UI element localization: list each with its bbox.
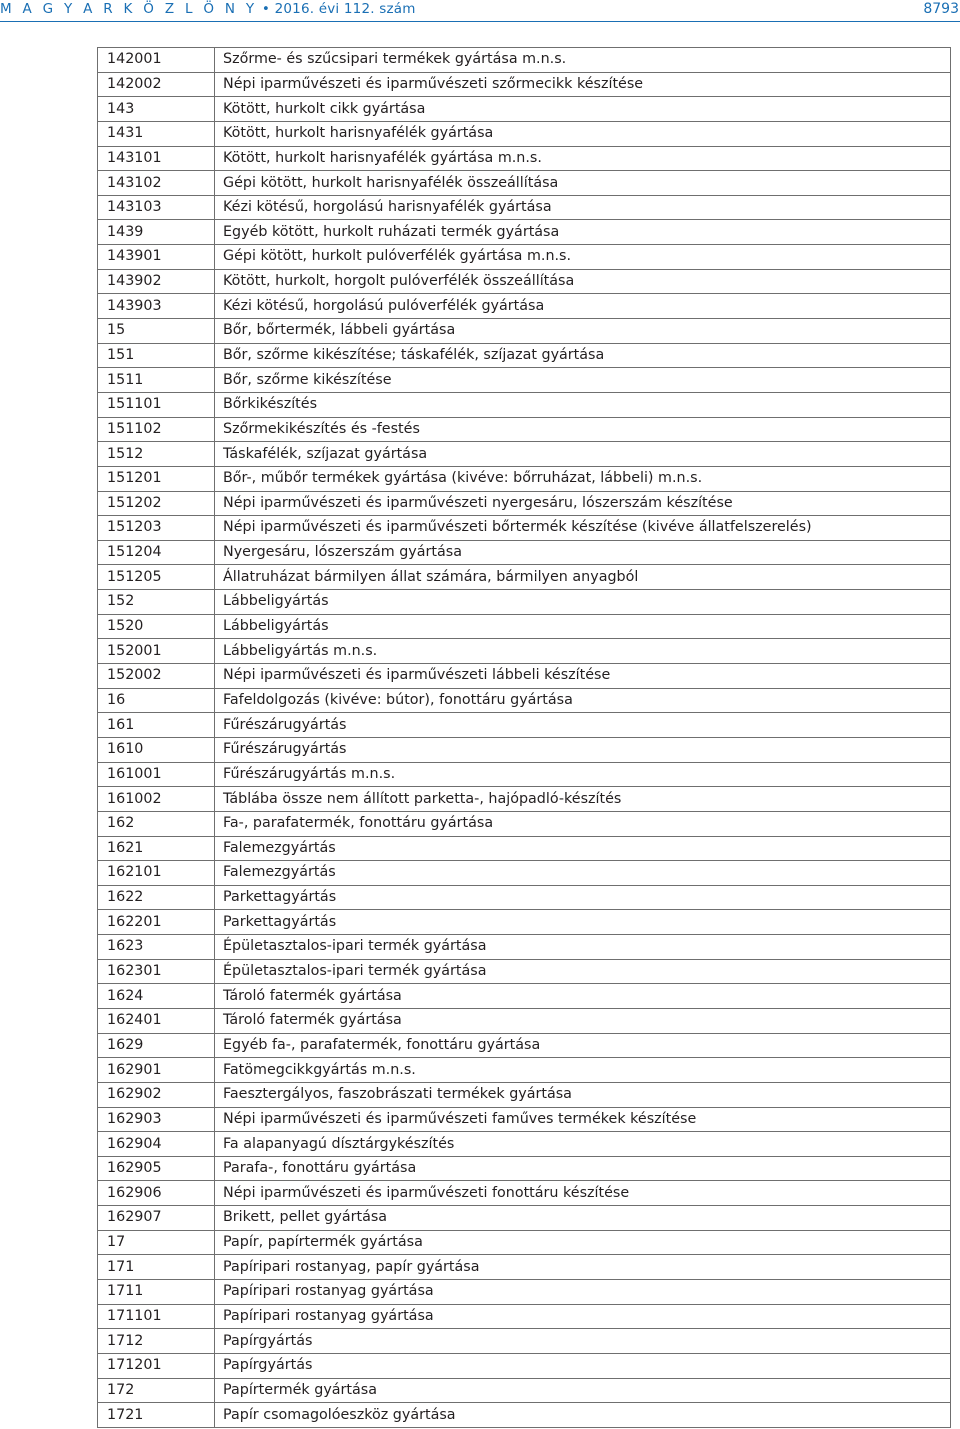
activity-code: 143903	[98, 294, 215, 319]
table-row	[98, 121, 951, 146]
journal-title	[0, 1, 416, 17]
activity-description: Lábbeligyártás m.n.s.	[215, 639, 951, 664]
activity-code: 143901	[98, 245, 215, 270]
activity-code: 152001	[98, 639, 215, 664]
activity-description: Népi iparművészeti és iparművészeti bőrtermék készítése (kivéve állatfelszerelés)	[215, 516, 951, 541]
activity-description: Kézi kötésű, horgolású harisnyafélék gyártása	[215, 195, 951, 220]
activity-code: 1520	[98, 614, 215, 639]
table-row	[98, 836, 951, 861]
activity-description: Papíripari rostanyag, papír gyártása	[215, 1255, 951, 1280]
activity-code: 142001	[98, 48, 215, 73]
table-row	[98, 1181, 951, 1206]
activity-description: Papír, papírtermék gyártása	[215, 1230, 951, 1255]
table-row	[98, 97, 951, 122]
activity-code: 162905	[98, 1156, 215, 1181]
activity-description: Parkettagyártás	[215, 885, 951, 910]
table-row	[98, 959, 951, 984]
activity-code: 1711	[98, 1280, 215, 1305]
table-row	[98, 1082, 951, 1107]
activity-code: 1721	[98, 1403, 215, 1428]
activity-description: Papíripari rostanyag gyártása	[215, 1304, 951, 1329]
table-row	[98, 688, 951, 713]
activity-description: Bőr-, műbőr termékek gyártása (kivéve: bőrruházat, lábbeli) m.n.s.	[215, 466, 951, 491]
activity-code: 151101	[98, 392, 215, 417]
table-row	[98, 1206, 951, 1231]
activity-description: Papírgyártás	[215, 1329, 951, 1354]
activity-code: 162401	[98, 1008, 215, 1033]
activity-description: Kézi kötésű, horgolású pulóverfélék gyártása	[215, 294, 951, 319]
activity-code: 162902	[98, 1082, 215, 1107]
table-row	[98, 343, 951, 368]
activity-description: Kötött, hurkolt harisnyafélék gyártása m.n.s.	[215, 146, 951, 171]
activity-code: 1512	[98, 442, 215, 467]
table-row	[98, 1107, 951, 1132]
activity-description: Egyéb fa-, parafatermék, fonottáru gyártása	[215, 1033, 951, 1058]
activity-code: 15	[98, 319, 215, 344]
activity-code: 162901	[98, 1058, 215, 1083]
activity-description: Fatömegcikkgyártás m.n.s.	[215, 1058, 951, 1083]
activity-code: 171201	[98, 1353, 215, 1378]
table-row	[98, 319, 951, 344]
table-row	[98, 910, 951, 935]
activity-description: Parkettagyártás	[215, 910, 951, 935]
page-header	[0, 0, 960, 22]
activity-description: Bőr, bőrtermék, lábbeli gyártása	[215, 319, 951, 344]
activity-description: Szőrme- és szűcsipari termékek gyártása m.n.s.	[215, 48, 951, 73]
table-row	[98, 195, 951, 220]
table-row	[98, 294, 951, 319]
activity-description: Fűrészárugyártás m.n.s.	[215, 762, 951, 787]
activity-code: 142002	[98, 72, 215, 97]
activity-code: 1622	[98, 885, 215, 910]
activity-description: Népi iparművészeti és iparművészeti lábbeli készítése	[215, 664, 951, 689]
activity-code: 171	[98, 1255, 215, 1280]
activity-description: Állatruházat bármilyen állat számára, bármilyen anyagból	[215, 565, 951, 590]
table-row	[98, 861, 951, 886]
table-row	[98, 1132, 951, 1157]
activity-description: Épületasztalos-ipari termék gyártása	[215, 935, 951, 960]
activity-code-rows	[98, 48, 951, 1428]
activity-code: 161	[98, 713, 215, 738]
table-row	[98, 1033, 951, 1058]
activity-code: 162	[98, 811, 215, 836]
activity-code: 1439	[98, 220, 215, 245]
activity-description: Népi iparművészeti és iparművészeti szőrmecikk készítése	[215, 72, 951, 97]
table-row	[98, 1255, 951, 1280]
activity-code: 152	[98, 590, 215, 615]
activity-code: 162904	[98, 1132, 215, 1157]
activity-description: Kötött, hurkolt, horgolt pulóverfélék összeállítása	[215, 269, 951, 294]
activity-code: 151202	[98, 491, 215, 516]
table-row	[98, 1230, 951, 1255]
activity-description: Táblába össze nem állított parketta-, hajópadló-készítés	[215, 787, 951, 812]
table-row	[98, 935, 951, 960]
table-row	[98, 1378, 951, 1403]
table-row	[98, 466, 951, 491]
table-row	[98, 1156, 951, 1181]
activity-description: Fafeldolgozás (kivéve: bútor), fonottáru gyártása	[215, 688, 951, 713]
activity-description: Bőr, szőrme kikészítése	[215, 368, 951, 393]
activity-code: 151201	[98, 466, 215, 491]
activity-description: Tároló fatermék gyártása	[215, 1008, 951, 1033]
table-row	[98, 737, 951, 762]
activity-code: 17	[98, 1230, 215, 1255]
activity-description: Papír csomagolóeszköz gyártása	[215, 1403, 951, 1428]
table-row	[98, 392, 951, 417]
activity-description: Lábbeligyártás	[215, 590, 951, 615]
table-row	[98, 245, 951, 270]
activity-code: 143103	[98, 195, 215, 220]
activity-description: Fűrészárugyártás	[215, 737, 951, 762]
activity-description: Fűrészárugyártás	[215, 713, 951, 738]
table-row	[98, 614, 951, 639]
table-row	[98, 590, 951, 615]
journal-name: M A G Y A R K Ö Z L Ö N Y	[0, 1, 258, 17]
activity-description: Kötött, hurkolt harisnyafélék gyártása	[215, 121, 951, 146]
activity-description: Falemezgyártás	[215, 836, 951, 861]
table-row	[98, 48, 951, 73]
activity-description: Papírtermék gyártása	[215, 1378, 951, 1403]
activity-code: 151	[98, 343, 215, 368]
activity-description: Tároló fatermék gyártása	[215, 984, 951, 1009]
table-row	[98, 516, 951, 541]
activity-code: 1629	[98, 1033, 215, 1058]
activity-code: 172	[98, 1378, 215, 1403]
activity-code: 1712	[98, 1329, 215, 1354]
activity-description: Falemezgyártás	[215, 861, 951, 886]
activity-code: 162906	[98, 1181, 215, 1206]
table-row	[98, 787, 951, 812]
activity-description: Lábbeligyártás	[215, 614, 951, 639]
table-row	[98, 417, 951, 442]
activity-code: 151205	[98, 565, 215, 590]
activity-description: Szőrmekikészítés és -festés	[215, 417, 951, 442]
activity-code: 161002	[98, 787, 215, 812]
activity-code: 1431	[98, 121, 215, 146]
activity-description: Bőrkikészítés	[215, 392, 951, 417]
activity-description: Gépi kötött, hurkolt pulóverfélék gyártása m.n.s.	[215, 245, 951, 270]
activity-code: 171101	[98, 1304, 215, 1329]
header-separator: •	[261, 1, 271, 17]
activity-description: Bőr, szőrme kikészítése; táskafélék, szíjazat gyártása	[215, 343, 951, 368]
activity-description: Kötött, hurkolt cikk gyártása	[215, 97, 951, 122]
page-number: 8793	[923, 1, 959, 17]
activity-description: Épületasztalos-ipari termék gyártása	[215, 959, 951, 984]
issue-label: 2016. évi 112. szám	[274, 1, 416, 17]
table-row	[98, 72, 951, 97]
activity-code: 151203	[98, 516, 215, 541]
table-row	[98, 762, 951, 787]
activity-description: Faesztergályos, faszobrászati termékek gyártása	[215, 1082, 951, 1107]
activity-description: Népi iparművészeti és iparművészeti fonottáru készítése	[215, 1181, 951, 1206]
activity-code: 143101	[98, 146, 215, 171]
activity-code: 143102	[98, 171, 215, 196]
activity-description: Parafa-, fonottáru gyártása	[215, 1156, 951, 1181]
activity-code: 162903	[98, 1107, 215, 1132]
activity-description: Fa alapanyagú dísztárgykészítés	[215, 1132, 951, 1157]
table-row	[98, 664, 951, 689]
table-row	[98, 491, 951, 516]
table-row	[98, 368, 951, 393]
activity-description: Táskafélék, szíjazat gyártása	[215, 442, 951, 467]
table-row	[98, 984, 951, 1009]
activity-code: 1621	[98, 836, 215, 861]
table-row	[98, 1304, 951, 1329]
activity-code: 143902	[98, 269, 215, 294]
activity-code: 161001	[98, 762, 215, 787]
activity-description: Brikett, pellet gyártása	[215, 1206, 951, 1231]
table-row	[98, 1329, 951, 1354]
activity-code: 151204	[98, 540, 215, 565]
table-row	[98, 1403, 951, 1428]
table-row	[98, 565, 951, 590]
table-row	[98, 269, 951, 294]
table-row	[98, 811, 951, 836]
activity-code: 16	[98, 688, 215, 713]
activity-code-table	[97, 47, 951, 1428]
activity-description: Gépi kötött, hurkolt harisnyafélék összeállítása	[215, 171, 951, 196]
table-row	[98, 1058, 951, 1083]
table-row	[98, 639, 951, 664]
table-row	[98, 442, 951, 467]
table-row	[98, 540, 951, 565]
activity-description: Papírgyártás	[215, 1353, 951, 1378]
activity-code: 162907	[98, 1206, 215, 1231]
activity-description: Népi iparművészeti és iparművészeti faműves termékek készítése	[215, 1107, 951, 1132]
activity-code: 151102	[98, 417, 215, 442]
activity-description: Papíripari rostanyag gyártása	[215, 1280, 951, 1305]
activity-code: 152002	[98, 664, 215, 689]
activity-code: 162101	[98, 861, 215, 886]
table-row	[98, 1280, 951, 1305]
table-row	[98, 1008, 951, 1033]
activity-description: Nyergesáru, lószerszám gyártása	[215, 540, 951, 565]
table-row	[98, 1353, 951, 1378]
activity-description: Fa-, parafatermék, fonottáru gyártása	[215, 811, 951, 836]
table-row	[98, 146, 951, 171]
activity-code: 162201	[98, 910, 215, 935]
table-row	[98, 885, 951, 910]
activity-code: 143	[98, 97, 215, 122]
activity-code: 1610	[98, 737, 215, 762]
table-row	[98, 171, 951, 196]
activity-code: 1624	[98, 984, 215, 1009]
table-row	[98, 713, 951, 738]
activity-code: 1511	[98, 368, 215, 393]
activity-code: 1623	[98, 935, 215, 960]
table-row	[98, 220, 951, 245]
activity-description: Egyéb kötött, hurkolt ruházati termék gyártása	[215, 220, 951, 245]
activity-description: Népi iparművészeti és iparművészeti nyergesáru, lószerszám készítése	[215, 491, 951, 516]
activity-code: 162301	[98, 959, 215, 984]
